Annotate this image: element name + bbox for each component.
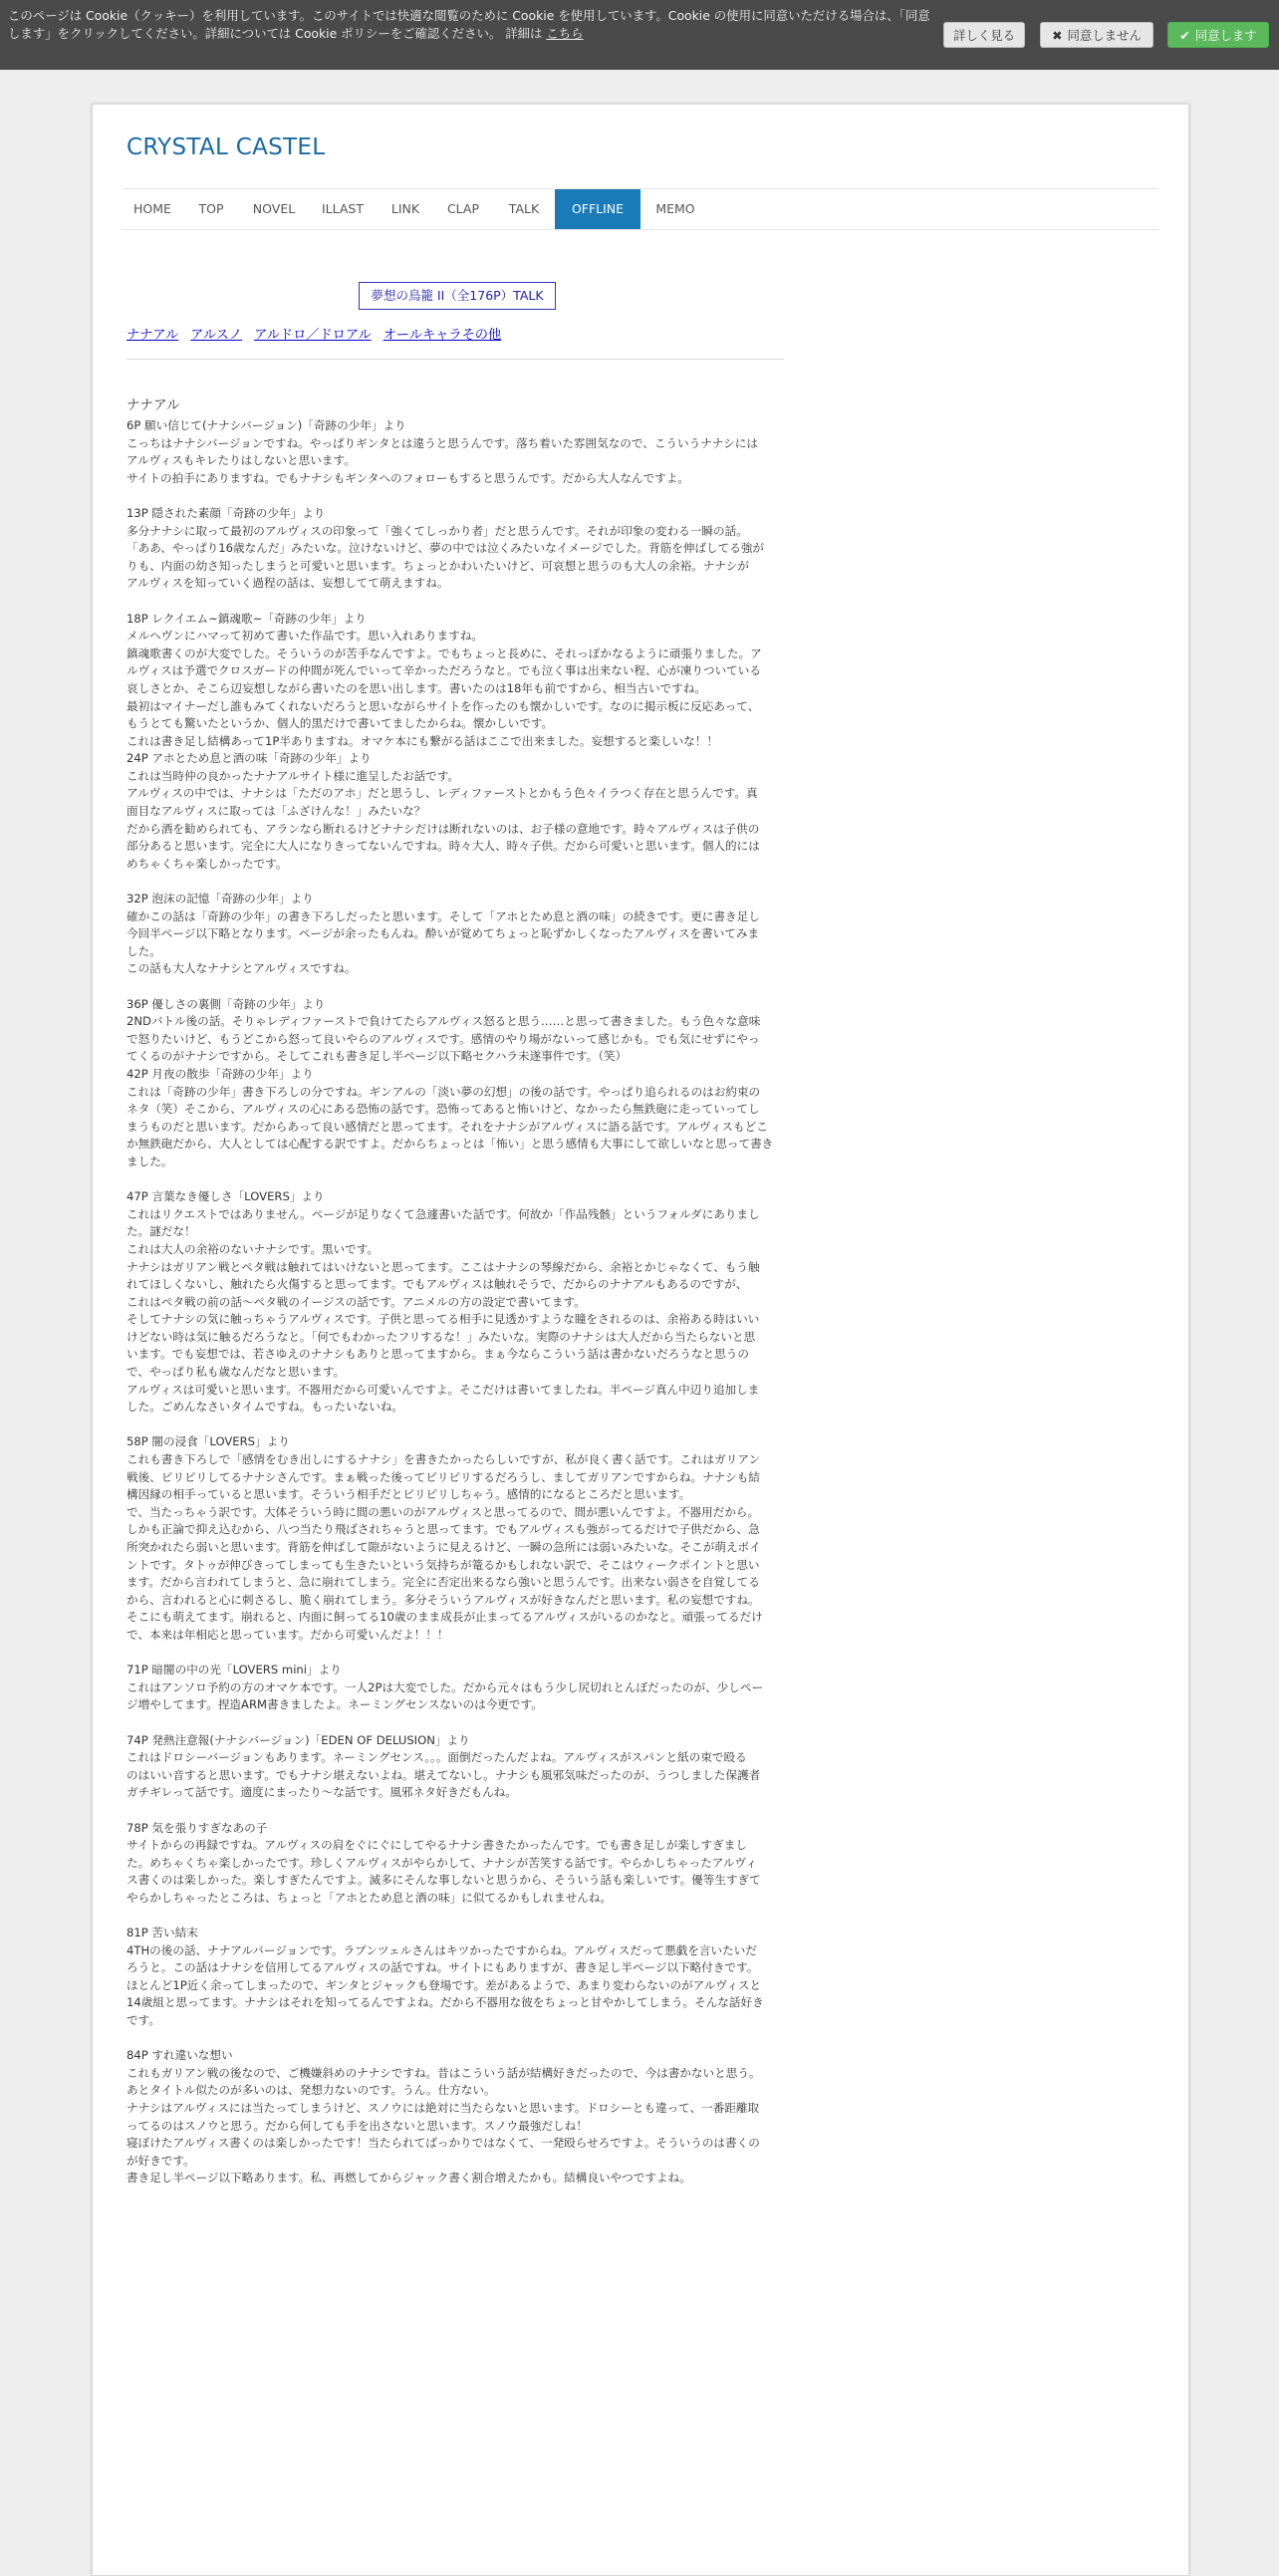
entry-line: 面目なアルヴィスに取っては「ふざけんな！」みたいな？ (127, 804, 426, 819)
entry-title: 36P 優しさの裏側「奇跡の少年」より (127, 996, 326, 1011)
section-heading: ナナアル (127, 397, 180, 413)
entry-line: けどない時は気に触るだろうなと。「何でもわかったフリするな！」みたいな。実際のナナシは大人だから当たらないと思 (127, 1329, 756, 1344)
entry-line: れてほしくないし、触れたら火傷すると思ってます。でもアルヴィスは触れそうで、だからのナナアルもあるのですが、 (127, 1277, 748, 1292)
cookie-accept-button[interactable] (1167, 22, 1269, 48)
check-icon: ✔ (1179, 28, 1190, 43)
entry-line: アルヴィスを知っていく過程の話は、妄想してて萌えますね。 (127, 576, 449, 591)
talk-entry (127, 750, 784, 873)
entry-line: ました。 (127, 1154, 173, 1168)
entry-line: そこにも萌えてます。崩れると、内面に飼ってる10歳のまま成長が止まってるアルヴィスがいるのかなと。頑張ってるだけ (127, 1610, 763, 1625)
cookie-message-text: このページは Cookie（クッキー）を利用しています。このサイトでは快適な閲覧のために Cookie を使用しています。Cookie の使用に同意いただける場合は、「同意します」をクリックしてください。詳細については Cookie ポリシーをご確認ください。 詳細は (8, 8, 930, 41)
entry-line: これはドロシーバージョンもあります。ネーミングセンス。。。面倒だったんだよね。アルヴィスがスパンと紙の束で殴る (127, 1750, 747, 1765)
entry-line: しかも正論で抑え込むから、八つ当たり飛ばされちゃうと思ってます。でもアルヴィスも強がってるだけで子供だから、急 (127, 1522, 760, 1537)
entry-line: 所突かれたら弱いと思います。背筋を伸ばして隙がないように見えるけど、一瞬の急所には弱いみたいな。そこが萌えポイ (127, 1540, 761, 1554)
talk-entry (127, 1925, 784, 2030)
nav-item-link[interactable]: LINK (390, 201, 420, 216)
entry-line: ス書くのは楽しかった。楽しすぎたんですよ。滅多にそんな事しないと思うから、そういう話も楽しいです。優等生すぎて (127, 1873, 761, 1888)
category-link[interactable]: アルドロ／ドロアル (254, 328, 372, 343)
entry-line: あとタイトル似たのが多いのは、発想力ないのです。うん。仕方ない。 (127, 2083, 496, 2098)
entry-line: これはアンソロ予約の方のオマケ本です。一人2Pは大変でした。だから元々はもう少し尻切れとんぼだったのが、少しペー (127, 1679, 764, 1694)
category-link[interactable]: ナナアル (127, 328, 179, 343)
entry-line: これは書き足し結構あって1P半ありますね。オマケ本にも繋がる話はここで出来ました。妄想すると楽しいな！！ (127, 733, 718, 748)
cookie-deny-label: 同意しません (1067, 28, 1142, 43)
entry-line: もうとても驚いたというか、個人的黒だけで書いてましたからね。懐かしいです。 (127, 716, 554, 731)
entry-line: これはペタ戦の前の話〜ペタ戦のイージスの話です。アニメルの方の設定で書いてます。 (127, 1294, 586, 1309)
entry-line: まうものだと思います。だからあって良い感情だと思ってます。それをナナシがアルヴィスに語る話です。アルヴィスもどこ (127, 1119, 768, 1134)
talk-entry (127, 417, 784, 487)
entry-line: これはリクエストではありません。ページが足りなくて急遽書いた話です。何故か「作品残骸」というフォルダにありまし (127, 1206, 760, 1221)
entry-line: この話も大人なナナシとアルヴィスですね。 (127, 961, 357, 976)
talk-entry (127, 611, 784, 751)
talk-entry (127, 1820, 784, 1908)
entry-line: ントです。タトゥが伸びきってしまっても生きたいという気持ちが篭るかもしれない訳で、そこはウィークポイントと思い (127, 1557, 760, 1572)
entry-line: 多分ナナシに取って最初のアルヴィスの印象って「強くてしっかり者」だと思うんです。それが印象の変わる一瞬の話。 (127, 523, 748, 538)
talk-entry (127, 505, 784, 593)
entry-line: 戦後、ピリピリしてるナナシさんです。まぁ戦った後ってピリピリするだろうし、ましてガリアンですからね。ナナシも結 (127, 1469, 760, 1484)
nav-item-top[interactable]: TOP (198, 201, 224, 216)
entry-title: 24P アホとため息と酒の味「奇跡の少年」より (127, 751, 372, 766)
entry-line: た。めちゃくちゃ楽しかったです。珍しくアルヴィスがやらかして、ナナシが苦笑する話です。やらかしちゃったアルヴィ (127, 1855, 758, 1870)
entry-line: アルヴィスの中では、ナナシは「ただのアホ」だと思うし、レディファーストとかもう色々イラつく存在と思うんです。真 (127, 786, 758, 801)
entry-line: りも、内面の幼さ知ったしまうと可愛いと思います。ちょっとかわいたいけど、可哀想と思うのも大人の余裕。ナナシが (127, 558, 749, 573)
category-links (127, 324, 513, 343)
cookie-deny-button[interactable] (1040, 22, 1153, 48)
entry-line: ます。だから言われてしまうと、急に崩れてしまう。完全に否定出来るなら強いと思うんです。出来ない弱さを自覚してる (127, 1575, 760, 1590)
entry-line: 最初はマイナーだし誰もみてくれないだろうと思いながらサイトを作ったのも懐かしいです。なのに掲示板に反応あって、 (127, 698, 760, 713)
entry-line: てくるのがナナシですから。そしてこれも書き足し半ページ以下略セクハラ未遂事件です。（笑） (127, 1049, 628, 1064)
entry-line: 部分あると思います。完全に大人になりきってないんですね。時々大人、時々子供。だから可愛いと思います。個人的には (127, 839, 760, 854)
entry-title: 47P 言葉なき優しさ「LOVERS」より (127, 1189, 325, 1204)
entry-line: で、本来は年相応と思っています。だから可愛いんだよ！！！ (127, 1627, 449, 1642)
entry-line: 書き足し半ページ以下略あります。私、再燃してからジャック書く割合増えたかも。結構良いやつですよね。 (127, 2171, 691, 2186)
entry-line: で、やっぱり私も歳なんだなと思います。 (127, 1365, 346, 1380)
cookie-message (8, 7, 934, 43)
nav-item-clap[interactable]: CLAP (446, 201, 480, 216)
entry-line: ほとんど1P近く余ってしまったので、ギンタとジャックも登場です。差があるようで、あまり変わらないのがアルヴィスと (127, 1977, 762, 1992)
entry-title: 84P すれ違いな想い (127, 2048, 233, 2063)
main-card (92, 104, 1189, 2576)
nav-item-talk[interactable]: TALK (508, 201, 540, 216)
entry-line: 哀しさとか、そこら辺妄想しながら書いたのを思い出します。書いたのは18年も前ですから、相当古いですね。 (127, 680, 706, 695)
entry-title: 6P 願い信じて(ナナシバージョン)「奇跡の少年」より (127, 418, 406, 432)
talk-entry (127, 1066, 784, 1171)
category-link[interactable]: オールキャラその他 (383, 328, 502, 343)
entry-line: が好きです。 (127, 2153, 195, 2168)
talk-entry (127, 1732, 784, 1802)
entry-line: だから酒を勧められても、アランなら断れるけどナナシだけは断れないのは、お子様の意地です。時々アルヴィスは子供の (127, 821, 760, 836)
entry-line: メルヘヴンにハマって初めて書いた作品です。思い入れありますね。 (127, 629, 484, 644)
entry-line: 構因縁の相手っていると思います。そういう相手だとピリピリしちゃう。感情的になるところだと思います。 (127, 1487, 691, 1502)
cookie-more-label: 詳しく見る (953, 28, 1015, 43)
entry-title: 74P 発熱注意報(ナナシバージョン)「EDEN OF DELUSION」より (127, 1732, 470, 1747)
divider (127, 359, 784, 360)
talk-entry (127, 891, 784, 978)
entry-title: 78P 気を張りすぎなあの子 (127, 1820, 268, 1835)
entry-line: で、当たっちゃう訳です。大体そういう時に間の悪いのがアルヴィスと思ってるので、間が悪いんですよ。不器用だから。 (127, 1504, 760, 1519)
entry-line: から、言われると心に刺さるし、脆く崩れてしまう。多分そういうアルヴィスが好きなんだと思います。私の妄想ですね。 (127, 1592, 760, 1607)
talk-entry (127, 1662, 784, 1714)
entry-title: 42P 月夜の散歩「奇跡の少年」より (127, 1066, 314, 1081)
entry-line: アルヴィスもキレたりはしないと思います。 (127, 453, 356, 468)
nav-item-offline[interactable]: OFFLINE (555, 189, 640, 229)
entry-line: これは「奇跡の少年」書き下ろしの分ですね。ギンアルの「淡い夢の幻想」の後の話です。やっぱり追られるのはお約束の (127, 1084, 761, 1099)
entry-title: 32P 泡沫の記憶「奇跡の少年」より (127, 892, 314, 906)
entry-line: アルヴィスは可愛いと思います。不器用だから可愛いんですよ。そこだけは書いてましたね。半ページ真ん中辺り追加しま (127, 1382, 760, 1397)
talk-entry (127, 1188, 784, 1417)
entry-line: した。 (127, 943, 161, 958)
nav-item-illast[interactable]: ILLAST (321, 201, 365, 216)
entry-title: 13P 隠された素顔「奇跡の少年」より (127, 505, 326, 520)
entry-line: です。 (127, 2013, 160, 2028)
entry-line: 鎮魂歌書くのが大変でした。そういうのが苦手なんですよ。でもちょっと長めに、それっぽかなるように頑張りました。ア (127, 645, 762, 660)
close-icon: ✖ (1052, 28, 1063, 43)
category-link[interactable]: アルスノ (190, 328, 243, 343)
entry-line: した。ごめんなさいタイムですね。もったいないね。 (127, 1400, 404, 1415)
entry-line: か無鉄砲だから、大人としては心配する訳ですよ。だからちょっとは「怖い」と思う感情も大事にして欲しいなと思って書き (127, 1137, 774, 1152)
site-title[interactable]: CRYSTAL CASTEL (127, 134, 326, 160)
entry-line: サイトの拍手にありますね。でもナナシもギンタへのフォローもすると思うんです。だから大人なんですよ。 (127, 470, 689, 485)
entry-line: 4THの後の話、ナナアルバージョンです。ラプンツェルさんはキツかったですからね。アルヴィスだって悪戯を言いたいだ (127, 1942, 757, 1957)
entry-line: 寝ぼけたアルヴィス書くのは楽しかったです！当たられてばっかりではなくて、一発殴らせろですよ。そういうのは書くの (127, 2136, 760, 2151)
cookie-consent-bar (0, 0, 1279, 70)
entry-line: た。謎だな！ (127, 1224, 196, 1239)
main-nav (123, 188, 1158, 230)
entry-line: 確かこの話は「奇跡の少年」の書き下ろしだったと思います。そして「アホとため息と酒の味」の続きです。更に書き足し (127, 908, 760, 923)
cookie-accept-label: 同意します (1194, 28, 1257, 43)
entry-line: ナナシはアルヴィスには当たってしまうけど、スノウには絶対に当たらないと思います。ドロシーとも違って、一番距離取 (127, 2101, 760, 2115)
entry-line: 2NDバトル後の話。そりゃレディファーストで負けてたらアルヴィス怒ると思う……と思って書きました。もう色々な意味 (127, 1014, 761, 1029)
entry-line: ガチギレって話です。適度にまったり〜な話です。風邪ネタ好きだもんね。 (127, 1785, 517, 1800)
entry-line: ジ増やしてます。捏造ARM書きましたよ。ネーミングセンスないのは今更です。 (127, 1697, 543, 1712)
cookie-more-button[interactable] (943, 22, 1025, 48)
entry-line: 14歳組と思ってます。ナナシはそれを知ってるんですよね。だから不器用な彼をちょっと甘やかしてしまう。そんな話好き (127, 1995, 764, 2010)
entry-line: こっちはナナシバージョンですね。やっぱりギンタとは違うと思うんです。落ち着いた雰囲気なので、こういうナナシには (127, 435, 758, 450)
entry-line: ネタ（笑）そこから、アルヴィスの心にある恐怖の話です。恐怖ってあると怖いけど、なかったら無鉄砲に走っていってし (127, 1102, 760, 1117)
talk-entry (127, 2047, 784, 2188)
entry-line: 「ああ、やっぱり16歳なんだ」みたいな。泣けないけど、夢の中では泣くみたいなイメージでした。背筋を伸ばしてる強が (127, 541, 765, 556)
entry-line: で怒りたいけど、もうどこから怒って良いやらのアルヴィスです。感情のやり場がないって感じかも。でも気にせずにやっ (127, 1031, 760, 1046)
entry-title: 58P 闇の浸食「LOVERS」より (127, 1434, 290, 1449)
entry-line: そしてナナシの気に触っちゃうアルヴィスです。子供と思ってる相手に見透かすような瞳をされるのは、余裕ある時はいい (127, 1312, 760, 1327)
entry-line: ナナシはガリアン戦とペタ戦は触れてはいけないと思ってます。ここはナナシの琴線だから、余裕とかじゃなくて、もう触 (127, 1259, 760, 1274)
entry-line: ってるのはスノウと思う。だから何しても手を出さないと思います。スノウ最強だしね！ (127, 2118, 588, 2133)
entry-line: やらかしちゃったところは、ちょっと「アホとため息と酒の味」に似てるかもしれませんね。 (127, 1890, 612, 1905)
talk-body (127, 395, 784, 2205)
entry-line: 今回半ページ以下略となります。ページが余ったもんね。酔いが覚めてちょっと恥ずかしくなったアルヴィスを書いてみま (127, 926, 760, 941)
talk-link-box[interactable]: 夢想の鳥籠 II（全176P）TALK (359, 282, 556, 310)
entry-line: サイトからの再録ですね。アルヴィスの肩をぐにぐにしてやるナナシ書きたかったんです。でも書き足しが楽しすぎまし (127, 1838, 747, 1853)
talk-entry (127, 996, 784, 1066)
cookie-policy-link[interactable]: こちら (546, 26, 584, 41)
entry-line: います。でも妄想では、若さゆえのナナシもありと思ってますから。まぁ今ならこういう話は書かないだろうなと思うの (127, 1347, 749, 1362)
entry-line: これもガリアン戦の後なので、ご機嫌斜めのナナシですね。昔はこういう話が結構好きだったので、今は書かないと思う。 (127, 2065, 761, 2080)
entry-line: めちゃくちゃ楽しかったです。 (127, 856, 288, 871)
entry-line: のはいい音すると思います。でもナナシ堪えないよね。堪えてないし。ナナシも風邪気味だったのが、うつしました保護者 (127, 1767, 761, 1782)
entry-line: ルヴィスは予選でクロスガードの仲間が死んでいって辛かっただろうなと。でも泣く事は出来ない程、心が凍りついている (127, 663, 761, 678)
talk-entry (127, 1433, 784, 1644)
entry-line: これは当時仲の良かったナナアルサイト様に進呈したお話です。 (127, 768, 460, 783)
entry-line: ろうと。この話はナナシを信用してるアルヴィスの話ですね。サイトにもありますが、書き足し半ページ以下略付きです。 (127, 1960, 759, 1975)
nav-item-home[interactable]: HOME (133, 201, 171, 216)
entry-title: 18P レクイエム~鎮魂歌~「奇跡の少年」より (127, 611, 367, 626)
entry-title: 71P 暗闇の中の光「LOVERS mini」より (127, 1663, 342, 1677)
entry-title: 81P 苦い結末 (127, 1926, 198, 1940)
nav-item-memo[interactable]: MEMO (655, 201, 695, 216)
entry-line: これは大人の余裕のないナナシです。黒いです。 (127, 1241, 379, 1256)
entries-list (127, 417, 784, 2188)
entry-line: これも書き下ろしで「感情をむき出しにするナナシ」を書きたかったらしいですが、私が良く書く話です。これはガリアン (127, 1452, 761, 1467)
nav-item-novel[interactable]: NOVEL (252, 201, 296, 216)
